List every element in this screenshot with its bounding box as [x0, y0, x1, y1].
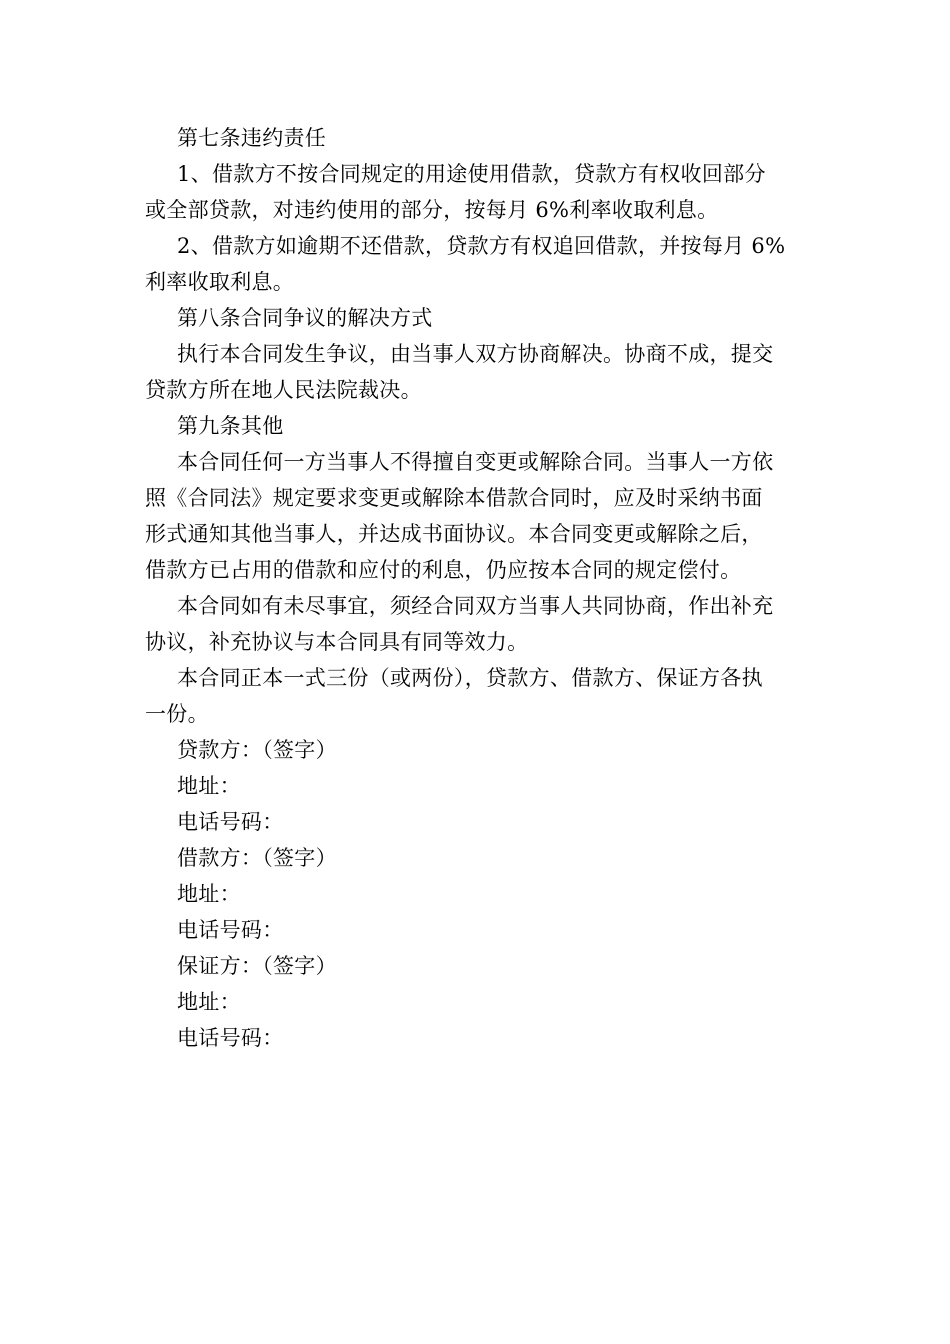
- guarantor-address: 地址：: [177, 990, 241, 1014]
- borrower-signature: 借款方：（签字）: [177, 846, 337, 870]
- lender-signature: 贷款方：（签字）: [177, 738, 337, 762]
- document-body: [145, 120, 805, 1056]
- guarantor-phone: 电话号码：: [177, 1026, 284, 1050]
- lender-address: 地址：: [177, 774, 241, 798]
- article8-text-line2: 贷款方所在地人民法院裁决。: [145, 378, 422, 402]
- article9-para1-line2: 照《合同法》规定要求变更或解除本借款合同时，应及时采纳书面: [145, 486, 763, 510]
- article8-heading: 第八条合同争议的解决方式: [177, 306, 433, 330]
- borrower-address: 地址：: [177, 882, 241, 906]
- guarantor-signature: 保证方：（签字）: [177, 954, 337, 978]
- article9-para1-line3: 形式通知其他当事人，并达成书面协议。本合同变更或解除之后，: [145, 522, 763, 546]
- article9-heading: 第九条其他: [177, 414, 284, 438]
- article7-item1-line2: 或全部贷款，对违约使用的部分，按每月 6%利率收取利息。: [145, 198, 719, 222]
- article7-heading: 第七条违约责任: [177, 126, 327, 150]
- article7-item1-line1: 1、借款方不按合同规定的用途使用借款，贷款方有权收回部分: [177, 162, 766, 186]
- article9-para1-line4: 借款方已占用的借款和应付的利息，仍应按本合同的规定偿付。: [145, 558, 742, 582]
- article9-para1-line1: 本合同任何一方当事人不得擅自变更或解除合同。当事人一方依: [177, 450, 774, 474]
- article9-para3-line1: 本合同正本一式三份（或两份），贷款方、借款方、保证方各执: [177, 666, 763, 690]
- article9-para2-line1: 本合同如有未尽事宜，须经合同双方当事人共同协商，作出补充: [177, 594, 774, 618]
- article8-text-line1: 执行本合同发生争议，由当事人双方协商解决。协商不成，提交: [177, 342, 774, 366]
- article7-item2-line1: 2、借款方如逾期不还借款，贷款方有权追回借款，并按每月 6%: [177, 234, 786, 258]
- borrower-phone: 电话号码：: [177, 918, 284, 942]
- article9-para3-line2: 一份。: [145, 702, 209, 726]
- article7-item2-line2: 利率收取利息。: [145, 270, 295, 294]
- article9-para2-line2: 协议，补充协议与本合同具有同等效力。: [145, 630, 529, 654]
- lender-phone: 电话号码：: [177, 810, 284, 834]
